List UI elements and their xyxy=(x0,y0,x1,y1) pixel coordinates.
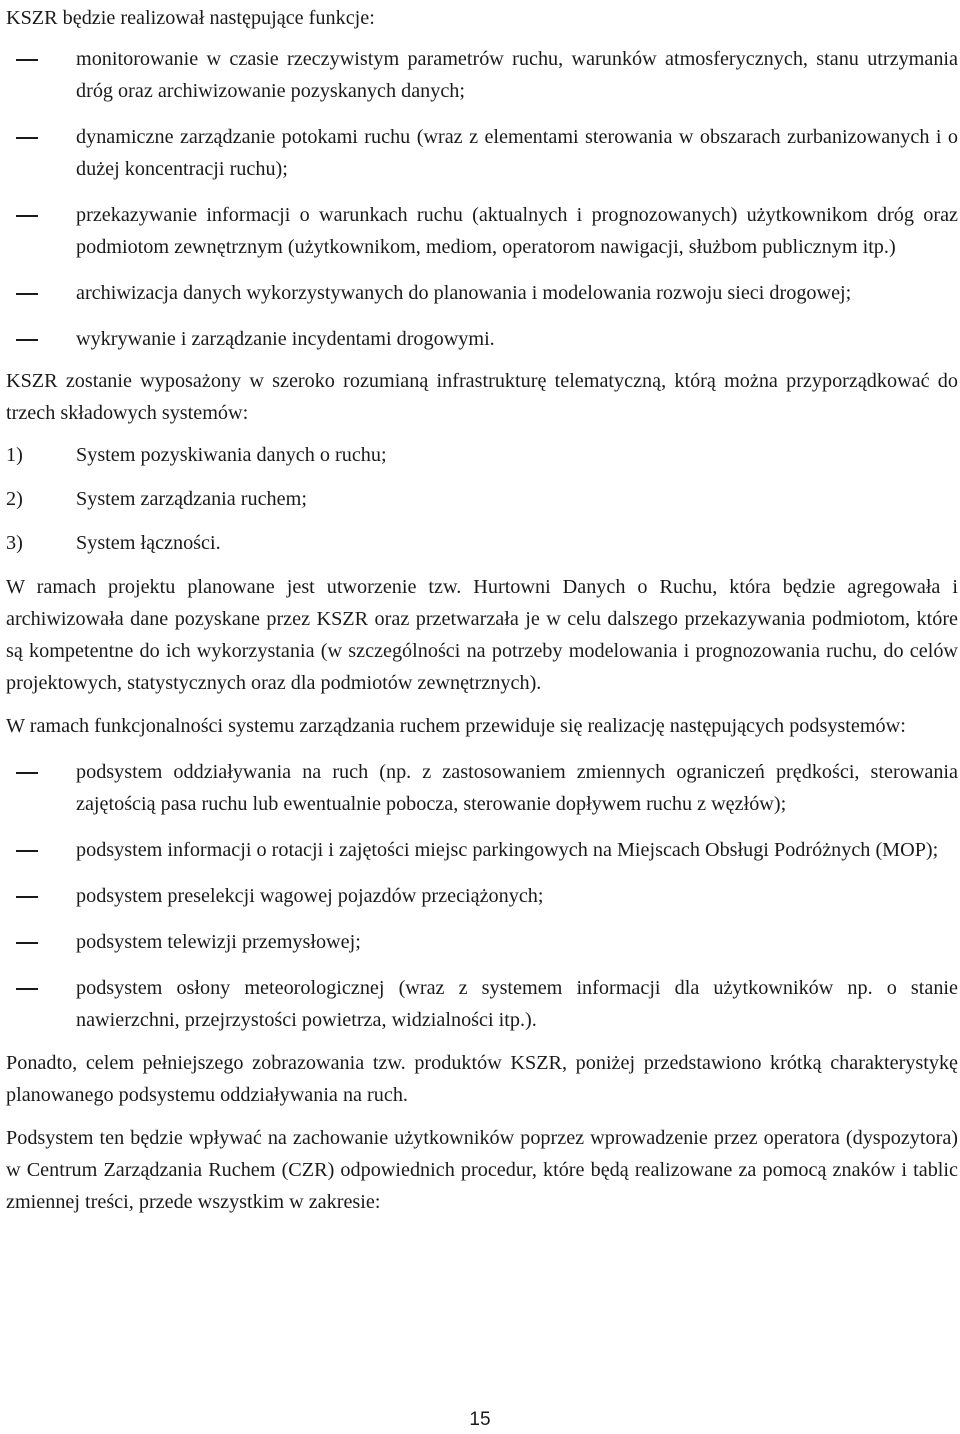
kszr-infrastructure-paragraph: KSZR zostanie wyposażony w szeroko rozumianą infrastrukturę telematyczną, którą można przyporządkować do trzech składowych systemów: xyxy=(6,370,958,424)
list-item: podsystem preselekcji wagowej pojazdów przeciążonych; xyxy=(6,880,958,912)
list-number: 1) xyxy=(6,444,23,466)
list-item-text: System zarządzania ruchem; xyxy=(76,488,307,510)
list-item: przekazywanie informacji o warunkach ruchu (aktualnych i prognozowanych) użytkownikom dróg oraz podmiotom zewnętrznym (użytkownikom, mediom, operatorom nawigacji, służbom publicznym itp.) xyxy=(6,199,958,263)
list-item: monitorowanie w czasie rzeczywistym parametrów ruchu, warunków atmosferycznych, stanu utrzymania dróg oraz archiwizowanie pozyskanych danych; xyxy=(6,43,958,107)
list-item: podsystem oddziaływania na ruch (np. z zastosowaniem zmiennych ograniczeń prędkości, sterowania zajętością pasa ruchu lub ewentualnie pobocza, sterowanie dopływem ruchu z węzłów); xyxy=(6,756,958,820)
list-item: podsystem osłony meteorologicznej (wraz z systemem informacji dla użytkowników np. o stanie nawierzchni, przejrzystości powietrza, widzialności itp.). xyxy=(6,972,958,1036)
list-item xyxy=(6,527,958,559)
page-number: 15 xyxy=(469,1409,491,1430)
data-warehouse-paragraph: W ramach projektu planowane jest utworzenie tzw. Hurtowni Danych o Ruchu, która będzie agregowała i archiwizowała dane pozyskane przez KSZR oraz przetwarzała je w celu dalszego przekazywania podmiotom, które są kompetentne do ich wykorzystania (w szczególności na potrzeby modelowania i prognozowania ruchu, do celów projektowych, statystycznych oraz dla podmiotów zewnętrznych). xyxy=(6,576,958,694)
list-item: dynamiczne zarządzanie potokami ruchu (wraz z elementami sterowania w obszarach zurbanizowanych i o dużej koncentracji ruchu); xyxy=(6,121,958,185)
list-item xyxy=(6,483,958,515)
list-number: 3) xyxy=(6,532,23,554)
intro-paragraph: KSZR będzie realizował następujące funkcje: xyxy=(6,7,375,29)
ponadto-paragraph: Ponadto, celem pełniejszego zobrazowania tzw. produktów KSZR, poniżej przedstawiono krótką charakterystykę planowanego podsystemu oddziaływania na ruch. xyxy=(6,1052,958,1106)
list-item-text: System łączności. xyxy=(76,532,221,554)
list-number: 2) xyxy=(6,488,23,510)
document-page xyxy=(6,0,958,1218)
functionality-paragraph: W ramach funkcjonalności systemu zarządzania ruchem przewiduje się realizację następujących podsystemów: xyxy=(6,715,906,737)
systems-list xyxy=(6,439,958,559)
list-item-text: System pozyskiwania danych o ruchu; xyxy=(76,444,387,466)
functions-list xyxy=(6,43,958,355)
list-item xyxy=(6,439,958,471)
list-item: archiwizacja danych wykorzystywanych do planowania i modelowania rozwoju sieci drogowej; xyxy=(6,277,958,309)
list-item: podsystem informacji o rotacji i zajętości miejsc parkingowych na Miejscach Obsługi Podróżnych (MOP); xyxy=(6,834,958,866)
list-item: wykrywanie i zarządzanie incydentami drogowymi. xyxy=(6,323,958,355)
list-item: podsystem telewizji przemysłowej; xyxy=(6,926,958,958)
subsystems-list xyxy=(6,756,958,1036)
subsystem-description-paragraph: Podsystem ten będzie wpływać na zachowanie użytkowników poprzez wprowadzenie przez operatora (dyspozytora) w Centrum Zarządzania Ruchem (CZR) odpowiednich procedur, które będą realizowane za pomocą znaków i tablic zmiennej treści, przede wszystkim w zakresie: xyxy=(6,1127,958,1213)
